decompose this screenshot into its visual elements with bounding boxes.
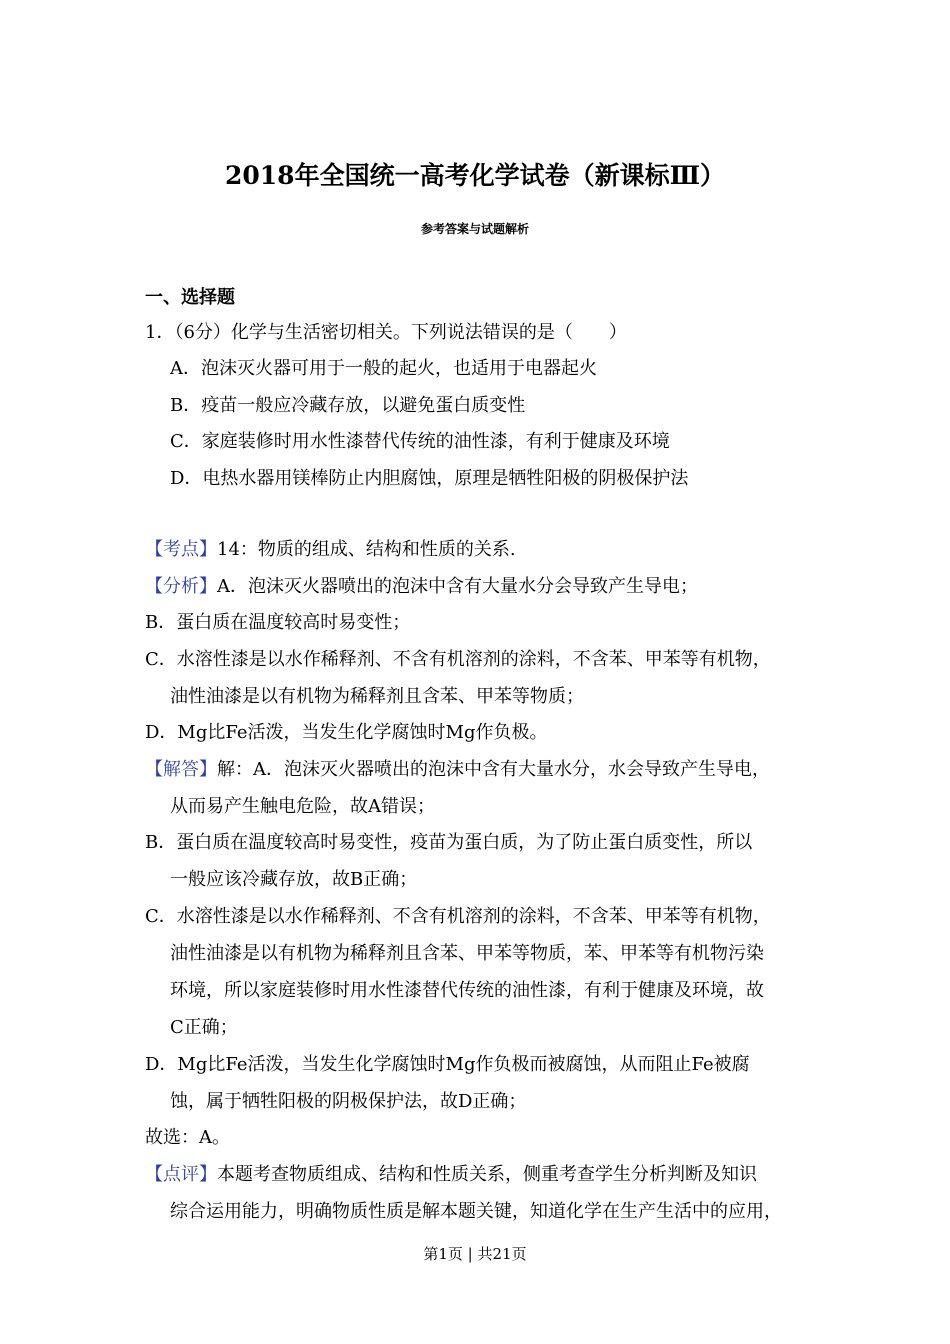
jieda-tag: 【解答】: [145, 759, 217, 780]
jieda-text: C．水溶性漆是以水作稀释剂、不含有机溶剂的涂料，不含苯、甲苯等有机物，: [145, 906, 771, 927]
fenxi-text: 油性油漆是以有机物为稀释剂且含苯、甲苯等物质；: [170, 686, 584, 707]
option-c: C．家庭装修时用水性漆替代传统的油性漆，有利于健康及环境: [170, 431, 670, 452]
document-title: 2018年全国统一高考化学试卷（新课标Ⅲ）: [224, 161, 726, 190]
option-d: D．电热水器用镁棒防止内胆腐蚀，原理是牺牲阳极的阴极保护法: [170, 468, 689, 489]
jieda-conclusion: 故选：A。: [145, 1127, 230, 1148]
fenxi-tag: 【分析】: [145, 576, 217, 597]
dianping-line: [145, 1162, 757, 1188]
fenxi-text: D．Mg比Fe活泼，当发生化学腐蚀时Mg作负极。: [145, 722, 548, 743]
document-subtitle: 参考答案与试题解析: [420, 222, 529, 236]
dianping-text: 本题考查物质组成、结构和性质关系，侧重考查学生分析判断及知识: [217, 1164, 757, 1185]
option-a: A．泡沫灭火器可用于一般的起火，也适用于电器起火: [170, 358, 597, 379]
jieda-text: 油性油漆是以有机物为稀释剂且含苯、甲苯等物质，苯、甲苯等有机物污染: [170, 943, 764, 964]
jieda-text: 蚀，属于牺牲阳极的阴极保护法，故D正确；: [170, 1091, 527, 1112]
jieda-line: [145, 757, 770, 783]
dianping-tag: 【点评】: [145, 1164, 217, 1185]
fenxi-text: C．水溶性漆是以水作稀释剂、不含有机溶剂的涂料，不含苯、甲苯等有机物，: [145, 649, 771, 670]
section-heading: 一、选择题: [145, 287, 235, 308]
question-stem: 1．（6分）化学与生活密切相关。下列说法错误的是（ ）: [145, 322, 627, 343]
jieda-text: 从而易产生触电危险，故A错误；: [170, 796, 435, 817]
kaodian-text: 14：物质的组成、结构和性质的关系.: [217, 539, 516, 560]
fenxi-text: B．蛋白质在温度较高时易变性；: [145, 612, 411, 633]
jieda-text: B．蛋白质在温度较高时易变性，疫苗为蛋白质，为了防止蛋白质变性，所以: [145, 832, 753, 853]
dianping-text: 综合运用能力，明确物质性质是解本题关键，知道化学在生产生活中的应用，: [170, 1201, 782, 1222]
jieda-text: D．Mg比Fe活泼，当发生化学腐蚀时Mg作负极而被腐蚀，从而阻止Fe被腐: [145, 1054, 750, 1075]
option-b: B．疫苗一般应冷藏存放，以避免蛋白质变性: [170, 395, 526, 416]
jieda-text: 解：A．泡沫灭火器喷出的泡沫中含有大量水分，水会导致产生导电，: [217, 759, 770, 780]
page-footer: 第1页 | 共21页: [423, 1245, 527, 1263]
kaodian-tag: 【考点】: [145, 539, 217, 560]
jieda-text: C正确；: [170, 1017, 238, 1038]
jieda-text: 环境，所以家庭装修时用水性漆替代传统的油性漆，有利于健康及环境，故: [170, 980, 764, 1001]
jieda-text: 一般应该冷藏存放，故B正确；: [170, 869, 418, 890]
fenxi-line: [145, 574, 698, 600]
fenxi-text: A．泡沫灭火器喷出的泡沫中含有大量水分会导致产生导电；: [217, 576, 698, 597]
kaodian-line: [145, 537, 516, 563]
